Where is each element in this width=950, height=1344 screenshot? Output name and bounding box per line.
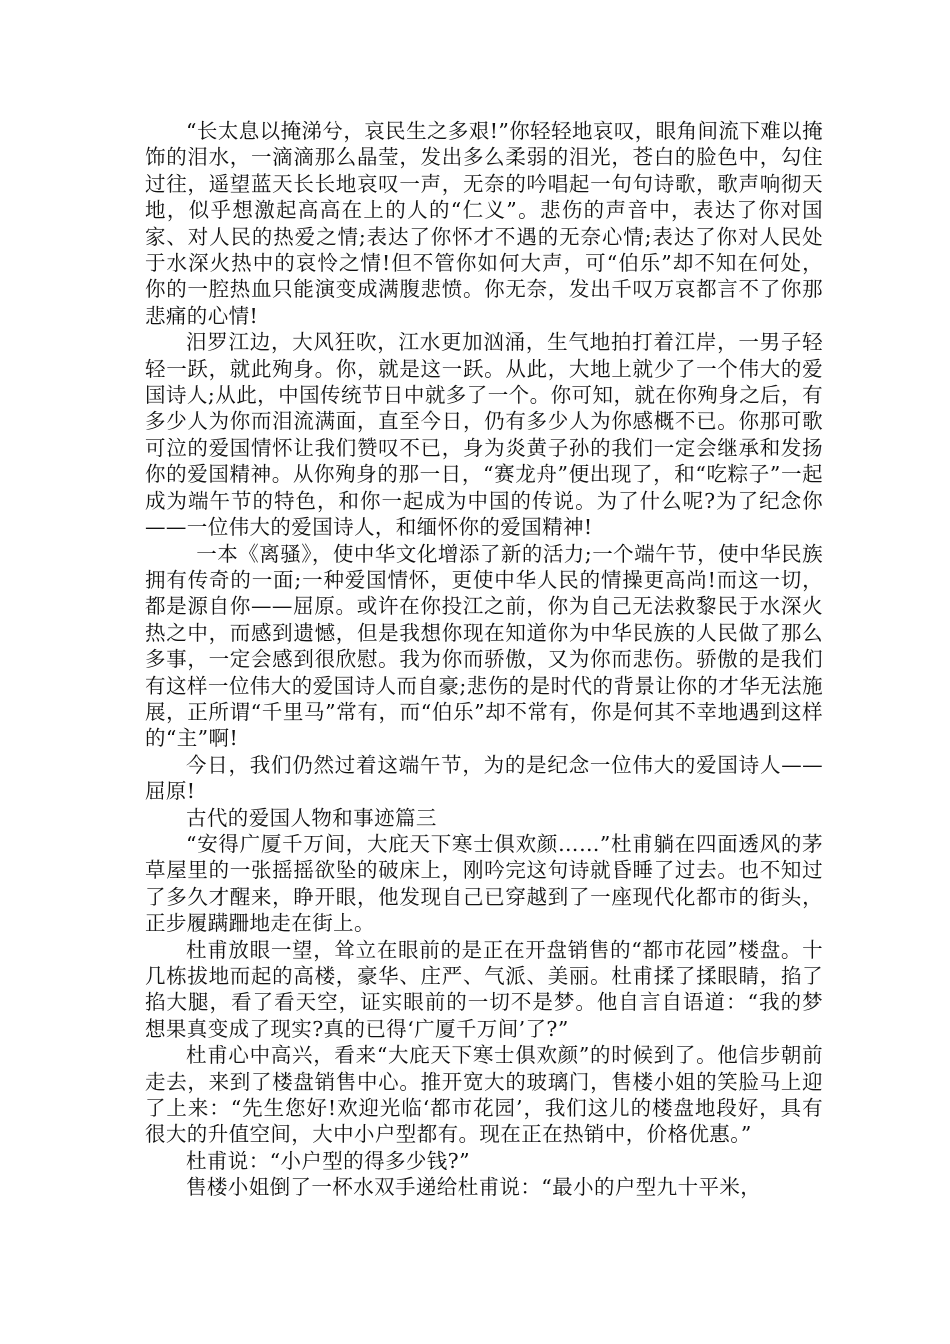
paragraph-qu-yuan-lament: “长太息以掩涕兮，哀民生之多艰!”你轻轻地哀叹，眼角间流下难以掩饰的泪水，一滴滴那么晶莹，发出多么柔弱的泪光，苍白的脸色中，勾住过往，遥望蓝天长长地哀叹一声，无奈的吟唱起一句句诗歌，歌声响彻天地，似乎想激起高高在上的人的“仁义”。悲伤的声音中，表达了你对国家、对人民的热爱之情;表达了你怀才不遇的无奈心情;表达了你对人民处于水深火热中的哀怜之情!但不管你如何大声，可“伯乐”却不知在何处，你的一腔热血只能演变成满腹悲愤。你无奈，发出千叹万哀都言不了你那悲痛的心情!	[145, 119, 823, 328]
document-body	[145, 118, 823, 1201]
section-heading: 古代的爱国人物和事迹篇三	[186, 805, 437, 830]
paragraph-dragon-boat-today: 今日，我们仍然过着这端午节，为的是纪念一位伟大的爱国诗人——屈原!	[145, 752, 823, 804]
paragraph-du-fu-asks: 杜甫说：“小户型的得多少钱?”	[186, 1148, 470, 1173]
paragraph-du-fu-looks: 杜甫放眼一望，耸立在眼前的是正在开盘销售的“都市花园”楼盘。十几栋拔地而起的高楼，豪华、庄严、气派、美丽。杜甫揉了揉眼睛，掐了掐大腿，看了看天空，证实眼前的一切不是梦。他自言自语道：“我的梦想果真变成了现实?真的已得‘广厦千万间’了?”	[145, 937, 823, 1041]
paragraph-du-fu-poem: “安得广厦千万间，大庇天下寒士俱欢颜……”杜甫躺在四面透风的茅草屋里的一张摇摇欲坠的破床上，刚吟完这句诗就昏睡了过去。也不知过了多久才醒来，睁开眼，他发现自己已穿越到了一座现代化都市的街头，正步履蹒跚地走在街上。	[145, 831, 823, 936]
paragraph-miluo-river: 汨罗江边，大风狂吹，江水更加汹涌，生气地拍打着江岸，一男子轻轻一跃，就此殉身。你，就是这一跃。从此，大地上就少了一个伟大的爱国诗人;从此，中国传统节日中就多了一个。你可知，就在你殉身之后，有多少人为你而泪流满面，直至今日，仍有多少人为你感概不已。你那可歌可泣的爱国情怀让我们赞叹不已，身为炎黄子孙的我们一定会继承和发扬你的爱国精神。从你殉身的那一日，“赛龙舟”便出现了，和“吃粽子”一起成为端午节的特色，和你一起成为中国的传说。为了什么呢?为了纪念你——一位伟大的爱国诗人，和缅怀你的爱国精神!	[145, 330, 823, 540]
paragraph-sales-reply: 售楼小姐倒了一杯水双手递给杜甫说：“最小的户型九十平米，	[186, 1175, 762, 1200]
paragraph-lisao: 一本《离骚》，使中华文化增添了新的活力;一个端午节，使中华民族拥有传奇的一面;一种爱国情怀，更使中华人民的情操更高尚!而这一切，都是源自你——屈原。或许在你投江之前，你为自己无法救黎民于水深火热之中，而感到遗憾，但是我想你现在知道你为中华民族的人民做了那么多事，一定会感到很欣慰。我为你而骄傲，又为你而悲伤。骄傲的是我们有这样一位伟大的爱国诗人而自豪;悲伤的是时代的背景让你的才华无法施展，正所谓“千里马”常有，而“伯乐”却不常有，你是何其不幸地遇到这样的“主”啊!	[145, 541, 823, 751]
paragraph-sales-center: 杜甫心中高兴，看来“大庇天下寒士俱欢颜”的时候到了。他信步朝前走去，来到了楼盘销售中心。推开宽大的玻璃门，售楼小姐的笑脸马上迎了上来：“先生您好!欢迎光临‘都市花园’，我们这儿的楼盘地段好，具有很大的升值空间，大中小户型都有。现在正在热销中，价格优惠。”	[145, 1043, 823, 1147]
